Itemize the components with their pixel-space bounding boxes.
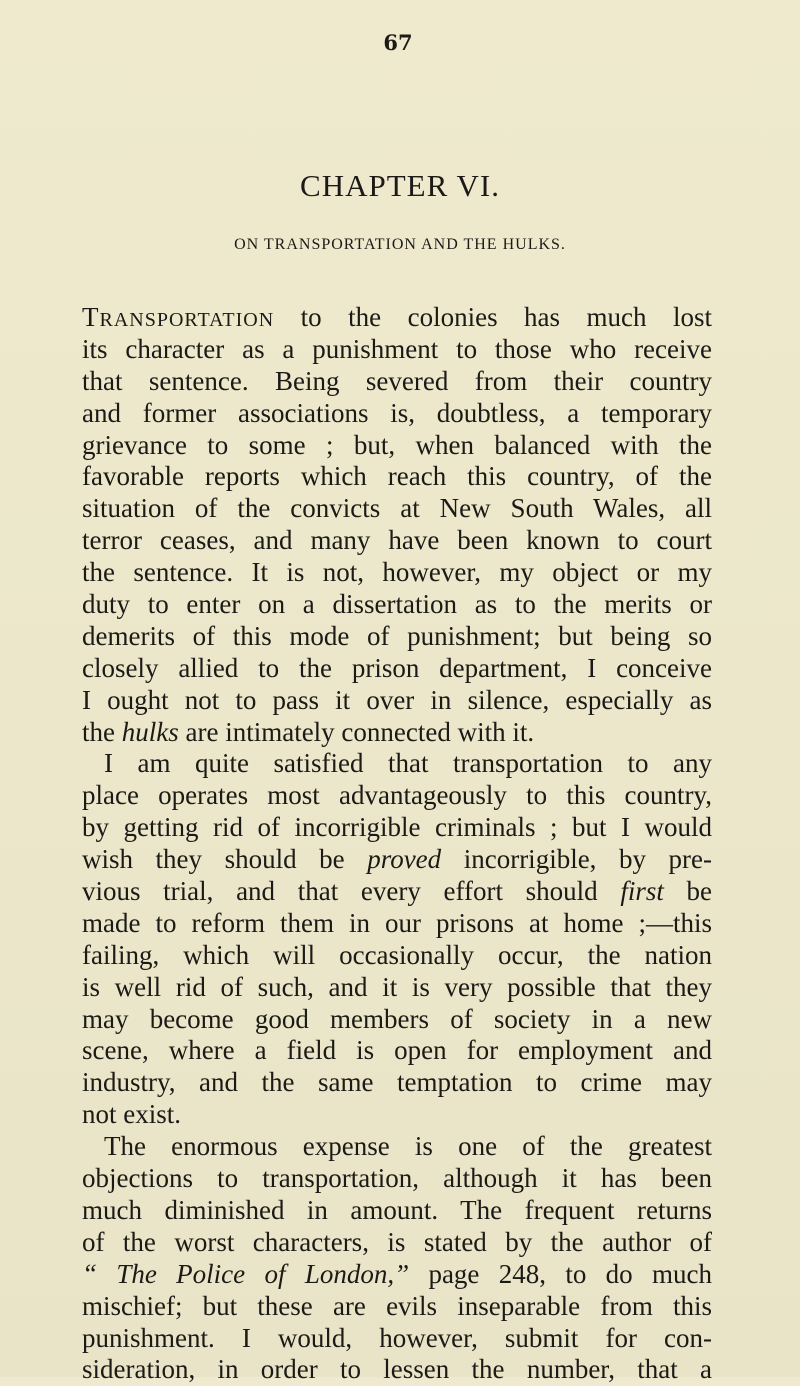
text-line: punishment. I would, however, submit for con- — [82, 1322, 712, 1353]
page-number: 67 — [383, 30, 413, 55]
text-line: much diminished in amount. The frequent returns — [82, 1194, 712, 1225]
italic-word: first — [620, 876, 664, 907]
text-line: by getting rid of incorrigible criminals ; but I would — [82, 812, 712, 843]
text-line: objections to transportation, although it has been — [82, 1163, 712, 1194]
text-line: made to reform them in our prisons at home ;—this — [82, 907, 712, 938]
text-line — [82, 302, 712, 334]
text-line: closely allied to the prison department, I conceive — [82, 652, 712, 683]
text-line: I am quite satisfied that transportation to any — [104, 748, 712, 779]
text-line: and former associations is, doubtless, a temporary — [82, 397, 712, 428]
text-line — [82, 1259, 712, 1291]
text-line: may become good members of society in a new — [82, 1003, 712, 1034]
text-line: scene, where a field is open for employment and — [82, 1035, 712, 1066]
text-line: sideration, in order to lessen the number, that a — [82, 1354, 712, 1385]
text-line — [82, 844, 712, 876]
text-line: place operates most advantageously to this country, — [82, 780, 712, 811]
text-span: be — [663, 876, 712, 907]
text-line: favorable reports which reach this country, of the — [82, 461, 712, 492]
text-line: situation of the convicts at New South Wales, all — [82, 493, 712, 524]
text-line: terror ceases, and many have been known to court — [82, 525, 712, 556]
text-line: demerits of this mode of punishment; but being so — [82, 620, 712, 651]
text-line: is well rid of such, and it is very possible that they — [82, 971, 712, 1002]
text-line — [82, 876, 712, 908]
text-span: to the colonies has much lost — [274, 302, 712, 332]
text-line: failing, which will occasionally occur, the nation — [82, 939, 712, 970]
body-text — [82, 302, 712, 1386]
text-line: The enormous expense is one of the greatest — [104, 1131, 712, 1162]
text-line: grievance to some ; but, when balanced with the — [82, 429, 712, 460]
text-span: vious trial, and that every effort should — [82, 876, 621, 907]
italic-title: “ The Police of London,” — [82, 1258, 410, 1289]
text-span: the — [82, 716, 122, 747]
text-span: wish they should be — [82, 844, 368, 875]
text-line: that sentence. Being severed from their country — [82, 365, 712, 396]
text-line: of the worst characters, is stated by the author of — [82, 1226, 712, 1257]
text-span: incorrigible, by pre- — [441, 844, 712, 875]
text-span: page 248, to do much — [409, 1258, 712, 1289]
text-line: I ought not to pass it over in silence, especially as — [82, 684, 712, 715]
text-line: its character as a punishment to those who receive — [82, 333, 712, 364]
small-caps-word: RANSPORTATION — [99, 309, 275, 331]
italic-word: hulks — [121, 716, 179, 747]
chapter-subtitle: ON TRANSPORTATION AND THE HULKS. — [234, 236, 566, 253]
text-line — [82, 717, 712, 749]
text-line: not exist. — [82, 1099, 181, 1130]
italic-word: proved — [367, 844, 442, 875]
small-caps-initial: T — [82, 302, 100, 332]
text-line: the sentence. It is not, however, my object or my — [82, 557, 712, 588]
chapter-title: CHAPTER VI. — [300, 168, 500, 203]
text-span: are intimately connected with it. — [178, 716, 535, 747]
text-line: industry, and the same temptation to crime may — [82, 1067, 712, 1098]
text-line: mischief; but these are evils inseparable from this — [82, 1290, 712, 1321]
text-line: duty to enter on a dissertation as to the merits or — [82, 589, 712, 620]
